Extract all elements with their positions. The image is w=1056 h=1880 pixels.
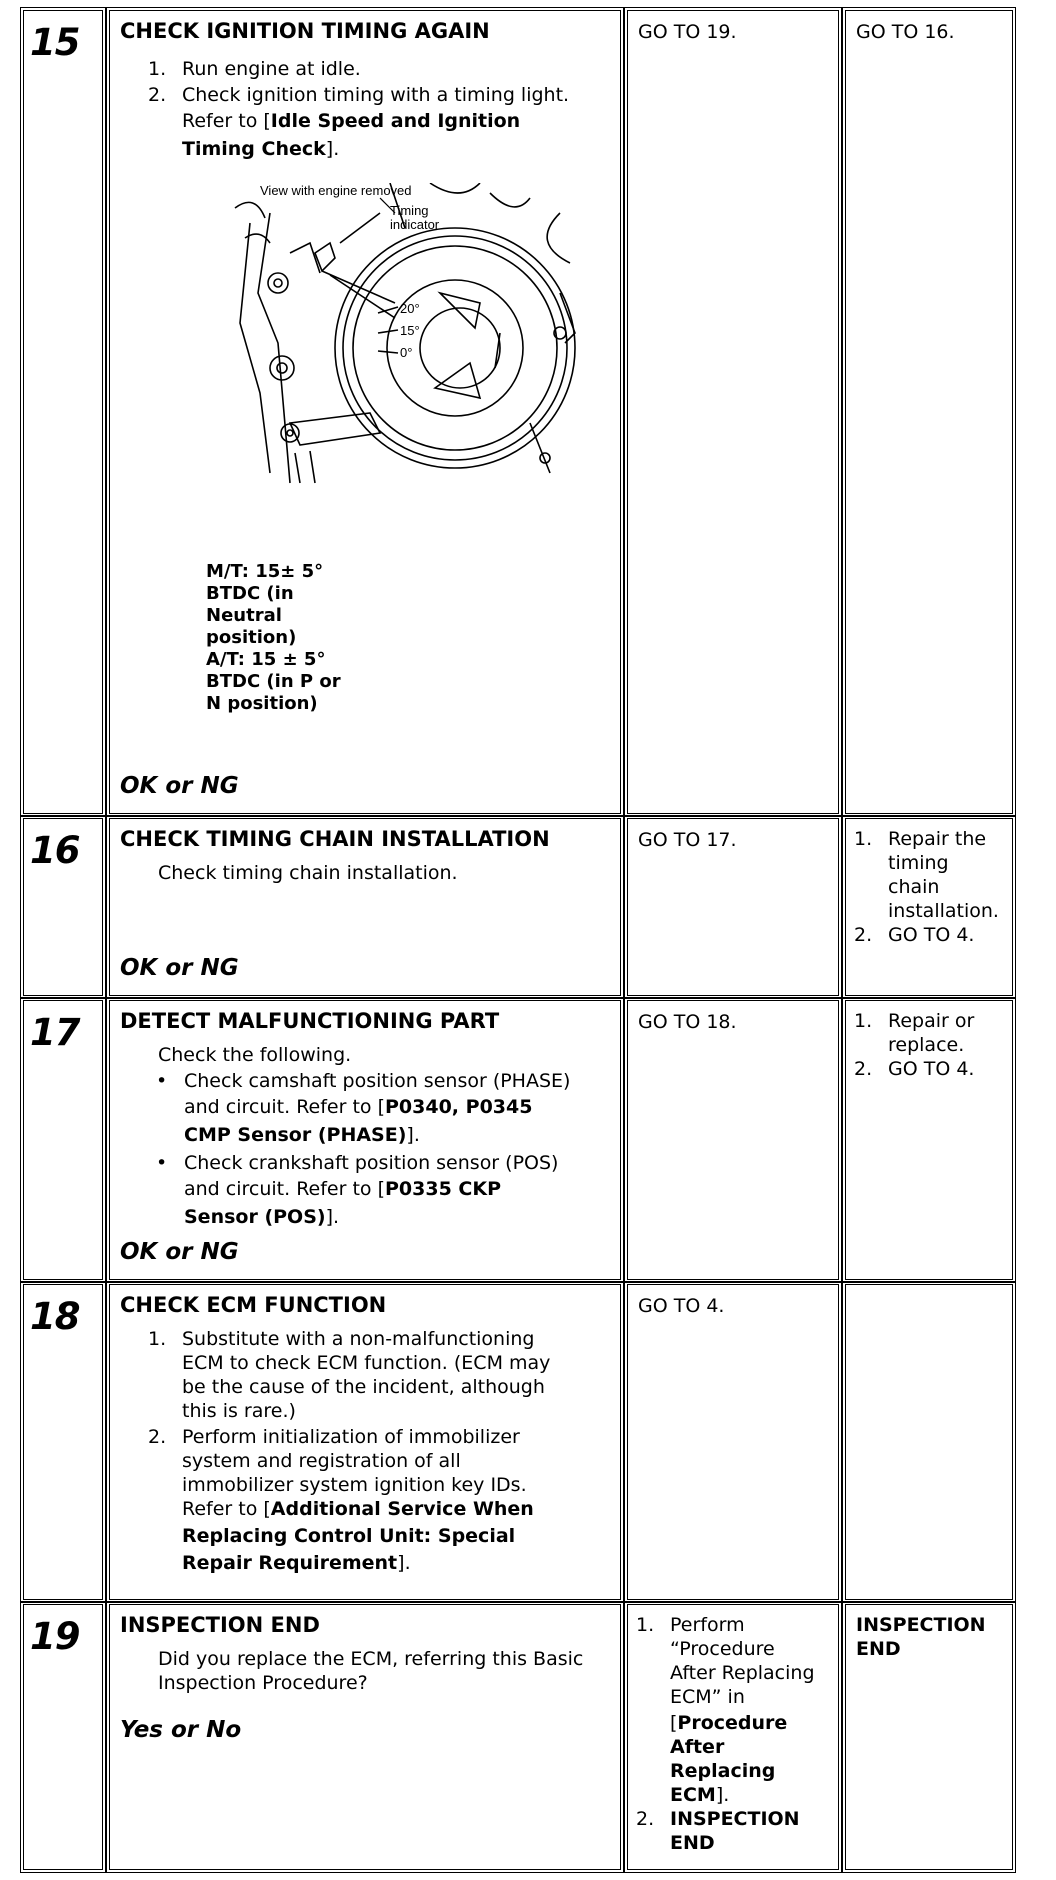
step-number-cell <box>23 1604 103 1870</box>
yes-or-no-prompt: Yes or No <box>120 1717 242 1743</box>
figure-caption: View with engine removed <box>260 183 412 198</box>
figure-label-indicator: indicator <box>390 217 440 232</box>
step-number: 17 <box>30 1011 80 1054</box>
step-number-cell <box>23 10 103 814</box>
list-item: • Check camshaft position sensor (PHASE) and circuit. Refer to [P0340, P0345 CMP Sensor (PHASE)]. <box>156 1070 571 1146</box>
list-item: 1. Repair the timing chain installation. <box>854 828 999 922</box>
step-number: 15 <box>30 21 80 64</box>
step-number-cell <box>23 818 103 996</box>
step-intro: Check the following. <box>158 1044 352 1066</box>
list-item: 1. Perform “Procedure After Replacing ECM” in [Procedure After Replacing ECM]. <box>636 1614 815 1806</box>
ref-link-procedure-after-replacing[interactable]: Procedure <box>677 1712 788 1734</box>
step-number: 19 <box>30 1615 80 1658</box>
step-body-cell <box>109 1284 621 1600</box>
step-body-cell <box>109 1000 621 1280</box>
ok-result-cell <box>627 1000 839 1280</box>
step-list <box>148 57 608 161</box>
list-item: 1. Repair or replace. <box>854 1010 975 1056</box>
list-item: 1. Substitute with a non-malfunctioning ECM to check ECM function. (ECM may be the cause of the incident, although this is rare.) <box>148 1328 551 1422</box>
list-item[interactable]: 2. GO TO 4. <box>854 1058 975 1080</box>
check-bullets <box>150 1069 620 1229</box>
ok-result-cell <box>627 818 839 996</box>
ok-or-ng-prompt: OK or NG <box>120 773 239 799</box>
step-title: DETECT MALFUNCTIONING PART <box>120 1009 500 1033</box>
goto-link[interactable]: GO TO 17. <box>638 829 737 851</box>
goto-link[interactable]: GO TO 16. <box>856 21 955 43</box>
goto-link[interactable]: GO TO 4. <box>638 1295 725 1317</box>
inspection-end-label: INSPECTION END <box>856 1614 986 1660</box>
row-step-15 <box>20 10 1016 814</box>
ng-result-cell <box>845 1000 1013 1280</box>
ref-link-cmp-sensor[interactable]: CMP Sensor (PHASE) <box>184 1124 407 1146</box>
mark-0: 0° <box>400 345 413 360</box>
diagnostic-table <box>20 10 1016 1870</box>
ok-result-cell <box>627 1284 839 1600</box>
step-title: INSPECTION END <box>120 1613 320 1637</box>
step-text: Check timing chain installation. <box>158 862 458 884</box>
figure-label-timing: Timing <box>390 203 429 218</box>
ng-result-cell <box>845 818 1013 996</box>
row-step-19 <box>20 1604 1016 1870</box>
step-number-cell <box>23 1284 103 1600</box>
step-number: 18 <box>30 1295 80 1338</box>
list-item: 2. Check ignition timing with a timing light. Refer to [Idle Speed and Ignition Timing Check]. <box>148 84 570 160</box>
step-title: CHECK ECM FUNCTION <box>120 1293 387 1317</box>
ng-result-cell <box>845 1284 1013 1600</box>
goto-link[interactable]: GO TO 18. <box>638 1011 737 1033</box>
timing-mark-illustration <box>230 183 580 503</box>
row-step-16 <box>20 818 1016 996</box>
step-list <box>148 1327 608 1575</box>
step-body-cell <box>109 818 621 996</box>
ng-steps <box>854 1009 1014 1081</box>
list-item: 2. INSPECTION END <box>636 1808 800 1854</box>
step-number-cell <box>23 1000 103 1280</box>
yes-result-cell <box>627 1604 839 1870</box>
no-result-cell <box>845 1604 1013 1870</box>
step-body-cell <box>109 1604 621 1870</box>
list-item: 2. Perform initialization of immobilizer system and registration of all immobilizer system ignition key IDs. Refer to [Additional Service When Replacing Control Unit: Special Repair Requirement]. <box>148 1426 534 1574</box>
ref-link-ckp-sensor[interactable]: Sensor (POS) <box>184 1206 326 1228</box>
row-step-18 <box>20 1284 1016 1600</box>
ref-link-timing-check[interactable]: Timing Check <box>182 138 326 160</box>
list-item: 1. Run engine at idle. <box>148 58 361 80</box>
ref-link-additional-service[interactable]: Additional Service When <box>270 1498 534 1520</box>
mark-20: 20° <box>400 301 420 316</box>
list-item[interactable]: 2. GO TO 4. <box>854 924 975 946</box>
step-body-cell <box>109 10 621 814</box>
step-title: CHECK TIMING CHAIN INSTALLATION <box>120 827 550 851</box>
ng-result-cell <box>845 10 1013 814</box>
yes-steps <box>636 1613 836 1855</box>
ok-or-ng-prompt: OK or NG <box>120 955 239 981</box>
step-question: Did you replace the ECM, referring this Basic Inspection Procedure? <box>158 1648 584 1694</box>
ref-link-idle-speed[interactable]: Idle Speed and Ignition <box>270 110 521 132</box>
ng-steps <box>854 827 1014 947</box>
timing-spec: M/T: 15± 5° BTDC (in Neutral position) A/T: 15 ± 5° BTDC (in P or N position) <box>206 561 341 714</box>
goto-link[interactable]: GO TO 19. <box>638 21 737 43</box>
mark-15: 15° <box>400 323 420 338</box>
step-number: 16 <box>30 829 80 872</box>
ref-link-p0335[interactable]: P0335 CKP <box>385 1178 502 1200</box>
row-step-17 <box>20 1000 1016 1280</box>
list-item: • Check crankshaft position sensor (POS) and circuit. Refer to [P0335 CKP Sensor (POS)]. <box>156 1152 559 1228</box>
ok-or-ng-prompt: OK or NG <box>120 1239 239 1265</box>
step-title: CHECK IGNITION TIMING AGAIN <box>120 19 490 43</box>
ref-link-p0340[interactable]: P0340, P0345 <box>385 1096 533 1118</box>
ok-result-cell <box>627 10 839 814</box>
